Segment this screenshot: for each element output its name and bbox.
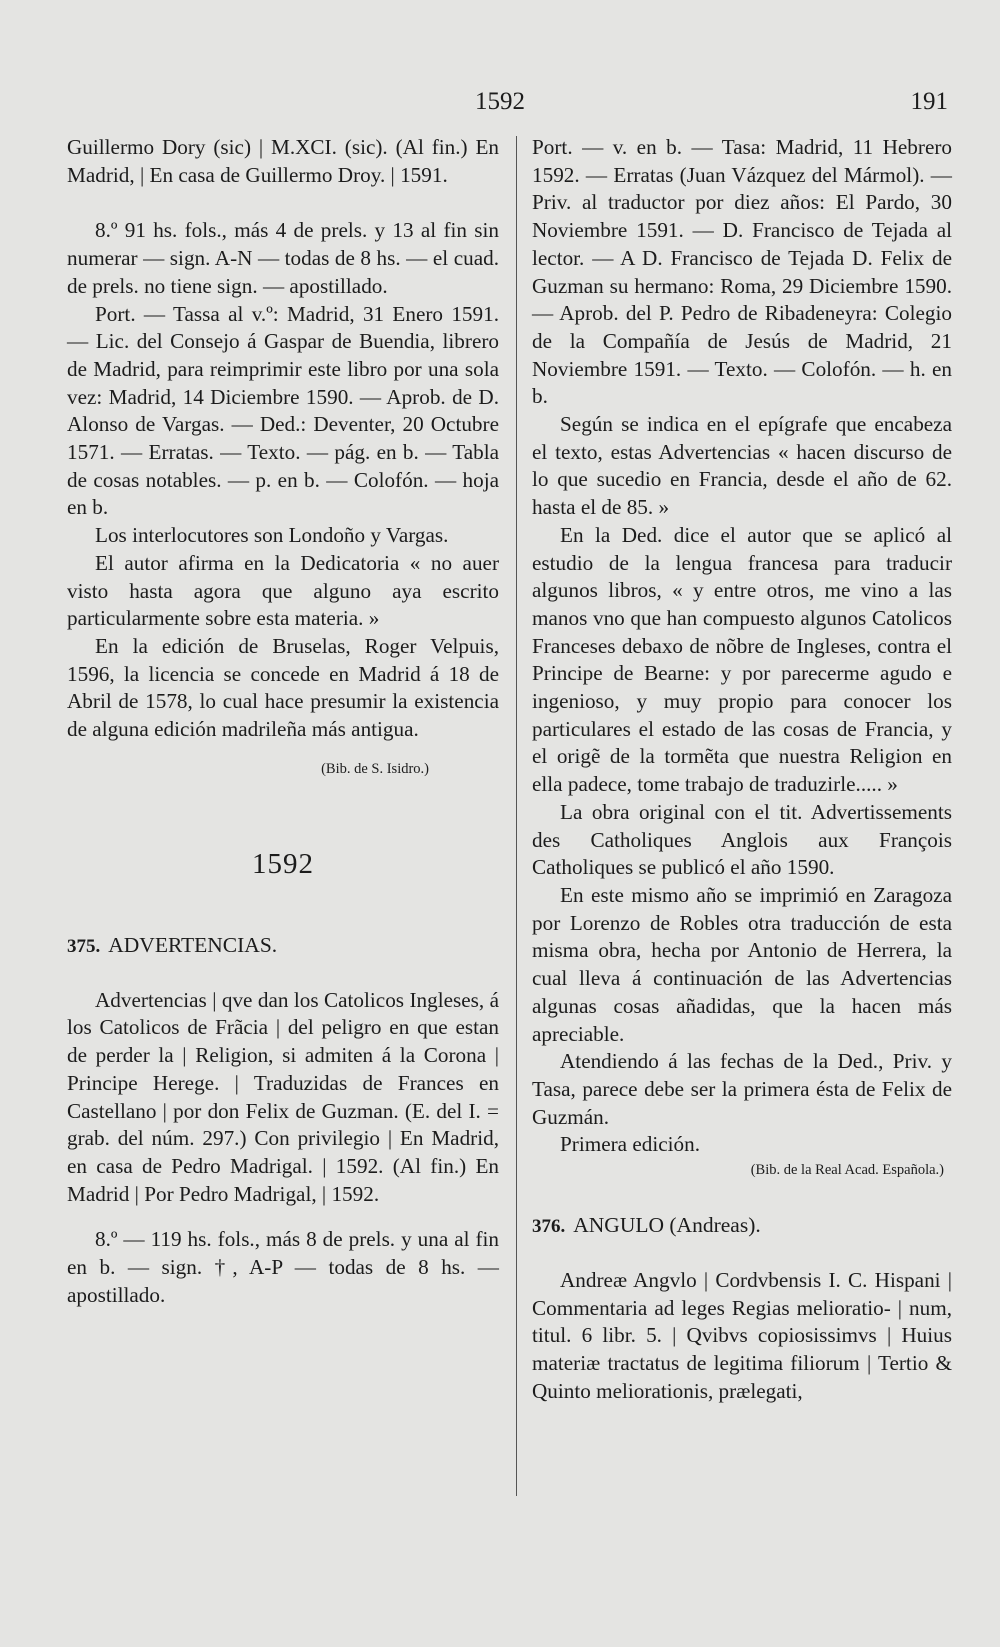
entry-376-heading — [532, 1211, 952, 1241]
right-column — [532, 134, 952, 1406]
page-number: 191 — [910, 88, 948, 115]
section-year-heading: 1592 — [252, 847, 314, 880]
entry-title: ADVERTENCIAS. — [108, 932, 278, 957]
entry-375-original-note: La obra original con el tit. Advertissements des Catholiques Anglois aux François Catholiques se publicó el año 1590. — [532, 799, 952, 880]
source-reference: (Bib. de la Real Acad. Española.) — [750, 1162, 944, 1179]
entry-number: 376. — [532, 1216, 566, 1238]
entry-375-dating-note: Atendiendo á las fechas de la Ded., Priv. y Tasa, parece debe ser la primera ésta de Felix de Guzmán. — [532, 1049, 952, 1129]
entry-375-heading — [67, 931, 499, 961]
entry-374-interlocutors: Los interlocutores son Londoño y Vargas. — [95, 523, 449, 548]
column-divider — [516, 136, 517, 1496]
entry-375-epigraph-note: Según se indica en el epígrafe que encabeza el texto, estas Advertencias « hacen discurso de lo que sucedio en Francia, desde el año de 62. hasta el de 85. » — [532, 412, 952, 520]
left-column — [67, 134, 499, 1310]
entry-375-dedication-note: En la Ded. dice el autor que se aplicó al estudio de la lengua francesa para traducir algunos libros, « y entre otros, me vino a las manos vno que han compuesto algunos Catolicos Franceses debaxo de nõbre de Ingleses, contra el Principe de Bearne: y por parecerme agudo e ingenioso, y muy propio para conocer los particulares el estado de las cosas de Francia, y el origẽ de la tormẽta que nuestra Religion en ella padece, tome trabajo de traduzirle..... » — [532, 522, 952, 797]
entry-374-dedication-note: El autor afirma en la Dedicatoria « no auer visto hasta agora que alguno aya escrito particularmente sobre esta materia. » — [67, 550, 499, 631]
entry-375-collation: 8.º — 119 hs. fols., más 8 de prels. y una al fin en b. — sign. †, A-P — todas de 8 hs. — apostillado. — [67, 1227, 499, 1307]
entry-376-title-transcription: Andreæ Angvlo | Cordvbensis I. C. Hispani | Commentaria ad leges Regias melioratio- | num, titul. 6 libr. 5. | Qvibvs copiosissimvs | Huius materiæ tractatus de legitima filiorum | Tertio & Quinto meliorationis, prælegati, — [532, 1268, 952, 1403]
source-reference: (Bib. de S. Isidro.) — [321, 760, 429, 777]
entry-375-zaragoza-note: En este mismo año se imprimió en Zaragoza por Lorenzo de Robles otra traducción de esta misma obra, hecha por Antonio de Herrera, la cual lleva á continuación de las Advertencias algunas cosas añadidas, que la hacen más apreciable. — [532, 882, 952, 1046]
running-head-year: 1592 — [475, 88, 525, 115]
entry-374-contents: Port. — Tassa al v.º: Madrid, 31 Enero 1591. — Lic. del Consejo á Gaspar de Buendia, librero de Madrid, para reimprimir este libro por una sola vez: Madrid, 14 Diciembre 1590. — Aprob. de D. Alonso de Vargas. — Ded.: Deventer, 20 Octubre 1571. — Erratas. — Texto. — pág. en b. — Tabla de cosas notables. — p. en b. — Colofón. — hoja en b. — [67, 301, 499, 520]
entry-374-brussels-note: En la edición de Bruselas, Roger Velpuis, 1596, la licencia se concede en Madrid á 18 de Abril de 1578, lo cual hace presumir la existencia de alguna edición madrileña más antigua. — [67, 633, 499, 742]
entry-375-title-transcription: Advertencias | qve dan los Catolicos Ingleses, á los Catolicos de Frãcia | del peligro en que estan de perder la | Religion, si admiten á la Corona | Principe Herege. | Traduzidas de Frances en Castellano | por don Felix de Guzman. (E. del I. = grab. del núm. 297.) Con privilegio | En Madrid, en casa de Pedro Madrigal. | 1592. (Al fin.) En Madrid | Por Pedro Madrigal, | 1592. — [67, 987, 499, 1206]
entry-375-contents: Port. — v. en b. — Tasa: Madrid, 11 Hebrero 1592. — Erratas (Juan Vázquez del Mármol). — Priv. al traductor por diez años: El Pardo, 30 Noviembre 1591. — D. Francisco de Tejada al lector. — A D. Francisco de Tejada D. Felix de Guzman su hermano: Roma, 29 Diciembre 1590. — Aprob. del P. Pedro de Ribadeneyra: Colegio de la Compañía de Jesús de Madrid, 21 Noviembre 1591. — Texto. — Colofón. — h. en b. — [532, 135, 952, 409]
entry-number: 375. — [67, 935, 101, 957]
entry-title: ANGULO (Andreas). — [573, 1213, 761, 1238]
entry-375-edition-note: Primera edición. — [560, 1132, 701, 1157]
entry-374-collation: 8.º 91 hs. fols., más 4 de prels. y 13 al fin sin numerar — sign. A-N — todas de 8 hs. — el cuad. de prels. no tiene sign. — apostillado. — [67, 218, 499, 298]
entry-374-colophon: Guillermo Dory (sic) | M.XCI. (sic). (Al fin.) En Madrid, | En casa de Guillermo Droy. | 1591. — [67, 135, 499, 187]
